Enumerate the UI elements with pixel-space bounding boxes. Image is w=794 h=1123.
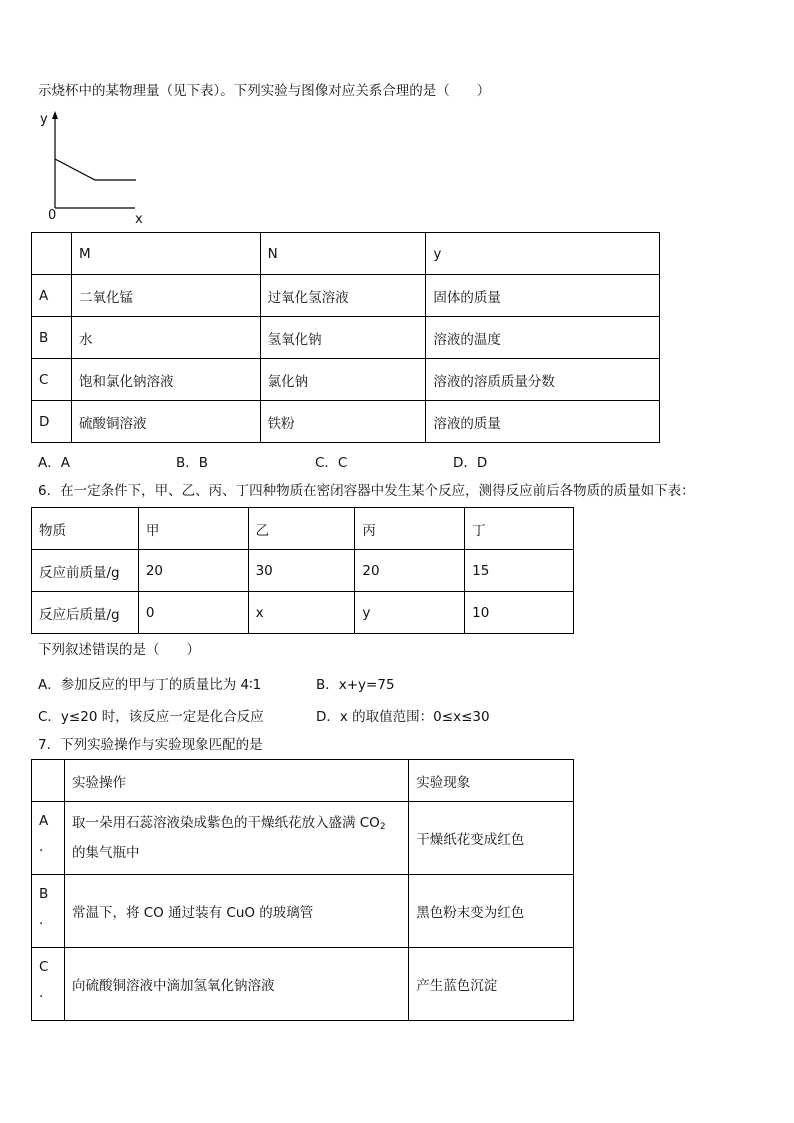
table-header-cell: M [71, 233, 260, 275]
row-label-c [32, 948, 65, 1021]
table-cell: 20 [138, 550, 248, 592]
table-row [32, 317, 660, 359]
table-cell: 向硫酸铜溶液中滴加氢氧化钠溶液 [64, 948, 408, 1021]
table-cell: 黑色粉末变为红色 [409, 875, 574, 948]
row-label-dot: . [39, 839, 44, 855]
table-cell: 溶液的溶质质量分数 [426, 359, 660, 401]
row-label-dot: . [39, 985, 44, 1001]
table-row [32, 802, 574, 875]
table-cell [32, 233, 72, 275]
table-cell: 产生蓝色沉淀 [409, 948, 574, 1021]
table-cell: 过氧化氢溶液 [260, 275, 426, 317]
table-header-cell: 丙 [355, 508, 465, 550]
table-cell: 饱和氯化钠溶液 [71, 359, 260, 401]
table-cell: B [32, 317, 72, 359]
q6-option-b: B．x+y=75 [316, 677, 395, 693]
table-cell: 干燥纸花变成红色 [409, 802, 574, 875]
q6-option-a: A．参加反应的甲与丁的质量比为 4∶1 [38, 677, 262, 693]
table-row [32, 760, 574, 802]
y-axis-label: y [40, 112, 48, 127]
table-row [32, 875, 574, 948]
table-cell: 二氧化锰 [71, 275, 260, 317]
op-text: 取一朵用石蕊溶液染成紫色的干燥纸花放入盛满 CO [71, 815, 380, 831]
row-label: B [39, 886, 49, 902]
table-cell: 铁粉 [260, 401, 426, 443]
table-cell: 水 [71, 317, 260, 359]
table-cell: 溶液的质量 [426, 401, 660, 443]
table-header-cell: 实验现象 [409, 760, 574, 802]
table-cell: 10 [465, 592, 574, 634]
q6-stem: 6．在一定条件下，甲、乙、丙、丁四种物质在密闭容器中发生某个反应，测得反应前后各物质的质量如下表： [38, 483, 695, 499]
row-label-b [32, 875, 65, 948]
table-header-cell: y [426, 233, 660, 275]
y-axis-arrow [52, 111, 58, 119]
table-row [32, 592, 574, 634]
table-header-cell: 丁 [465, 508, 574, 550]
q5-option-b: B．B [176, 455, 209, 471]
table-header-cell: 甲 [138, 508, 248, 550]
table-cell: 常温下，将 CO 通过装有 CuO 的玻璃管 [64, 875, 408, 948]
table-header-cell: 实验操作 [64, 760, 408, 802]
q5-option-c: C．C [315, 455, 348, 471]
q6-prompt: 下列叙述错误的是（ ） [38, 642, 200, 658]
q5-option-d: D．D [453, 455, 488, 471]
table-cell: 15 [465, 550, 574, 592]
table-cell: y [355, 592, 465, 634]
table-cell: 反应后质量/g [32, 592, 139, 634]
table-row [32, 948, 574, 1021]
table-row [32, 233, 660, 275]
table-cell: D [32, 401, 72, 443]
table-cell: x [248, 592, 355, 634]
table-cell: 溶液的温度 [426, 317, 660, 359]
table-header-cell: 物质 [32, 508, 139, 550]
table-cell: 氢氧化钠 [260, 317, 426, 359]
table-cell [32, 760, 65, 802]
row-label: A [39, 813, 49, 829]
table-row [32, 401, 660, 443]
table-row [32, 359, 660, 401]
q5-graph [30, 108, 160, 226]
q7-row-a-op-line2: 的集气瓶中 [71, 845, 140, 861]
q5-table [31, 232, 660, 443]
row-label-a [32, 802, 65, 875]
origin-label: 0 [48, 208, 57, 223]
op-subscript: 2 [379, 822, 386, 832]
table-row [32, 550, 574, 592]
table-cell: A [32, 275, 72, 317]
table-cell: 20 [355, 550, 465, 592]
table-cell: 氯化钠 [260, 359, 426, 401]
q7-stem: 7．下列实验操作与实验现象匹配的是 [38, 737, 263, 753]
table-cell: 固体的质量 [426, 275, 660, 317]
table-header-cell: 乙 [248, 508, 355, 550]
table-cell [64, 802, 408, 875]
table-row [32, 508, 574, 550]
graph-curve [55, 159, 136, 180]
x-axis-label: x [135, 212, 143, 227]
table-row [32, 275, 660, 317]
q6-option-d: D．x 的取值范围：0≤x≤30 [316, 709, 490, 725]
table-cell: 硫酸铜溶液 [71, 401, 260, 443]
q5-intro: 示烧杯中的某物理量（见下表）。下列实验与图像对应关系合理的是（ ） [38, 83, 491, 99]
table-cell: C [32, 359, 72, 401]
q6-option-c: C．y≤20 时，该反应一定是化合反应 [38, 709, 264, 725]
table-cell: 0 [138, 592, 248, 634]
q5-option-a: A．A [38, 455, 70, 471]
table-cell: 反应前质量/g [32, 550, 139, 592]
table-header-cell: N [260, 233, 426, 275]
table-cell: 30 [248, 550, 355, 592]
q7-row-a-op-line1 [72, 810, 401, 840]
q7-table [31, 759, 574, 1021]
q6-table [31, 507, 574, 634]
row-label: C [39, 959, 49, 975]
row-label-dot: . [39, 912, 44, 928]
